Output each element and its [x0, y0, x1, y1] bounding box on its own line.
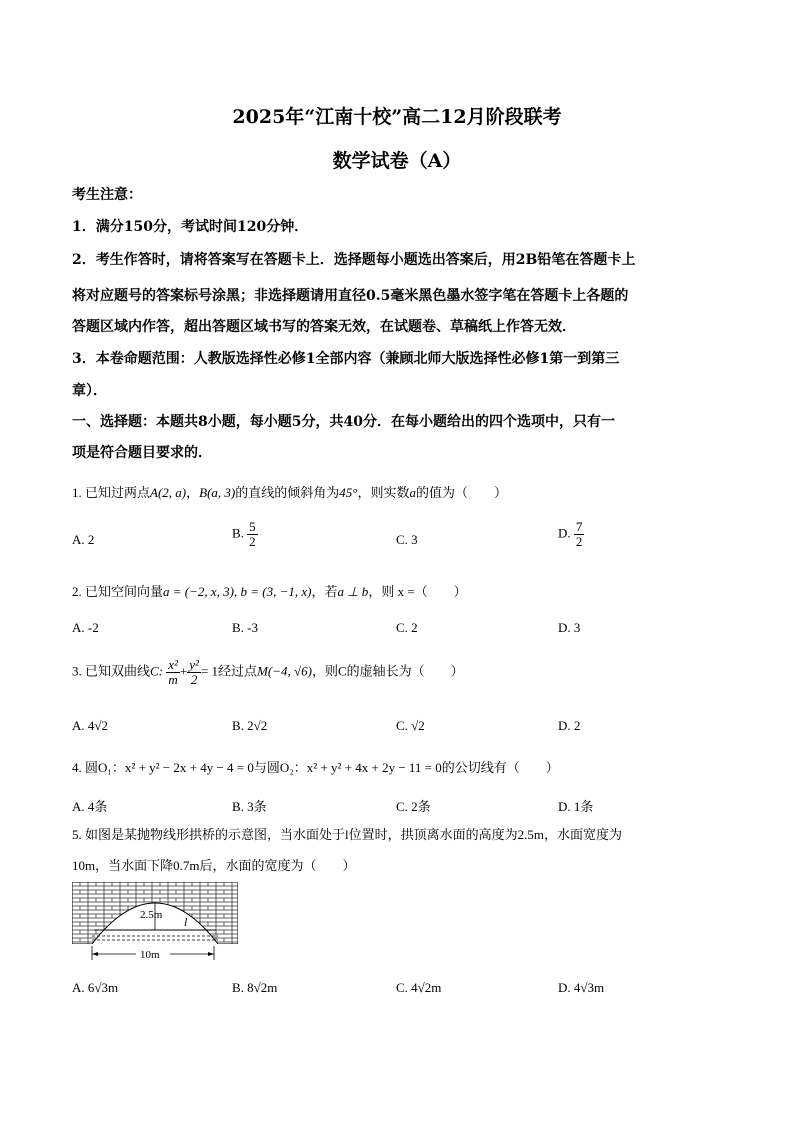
q1-option-b[interactable]: B. $\frac{5}{2}$ — [232, 519, 256, 549]
q4-option-a[interactable]: A. 4条 — [72, 799, 108, 814]
q2-option-c[interactable]: C. 2 — [396, 620, 418, 635]
q1-option-c[interactable]: C. 3 — [396, 532, 418, 547]
notice-item-2b: 将对应题号的答案标号涂黑；非选择题请用直径0.5毫米黑色墨水签字笔在答题卡上各题的 — [72, 288, 629, 304]
question-1: 1. 已知过两点A(2, a)，B(a, 3)的直线的倾斜角为45°，则实数a的值为（ ） — [72, 485, 507, 500]
q2-option-a[interactable]: A. -2 — [72, 620, 99, 635]
question-4: 4. 圆O₁：x² + y² − 2x + 4y − 4 = 0与圆O₂：x² + y² + 4x + 2y − 11 = 0的公切线有（ ） — [72, 760, 559, 775]
q3-option-b[interactable]: B. 2√2 — [232, 718, 268, 733]
exam-subtitle: 数学试卷（A） — [332, 150, 462, 172]
notice-item-2c: 答题区域内作答，超出答题区域书写的答案无效，在试题卷、草稿纸上作答无效． — [72, 319, 576, 335]
q4-option-b[interactable]: B. 3条 — [232, 799, 267, 814]
notice-item-1: 1．满分150分，考试时间120分钟． — [72, 219, 309, 235]
q2-option-d[interactable]: D. 3 — [558, 620, 581, 635]
bridge-figure — [72, 882, 240, 968]
fraction-y: $\frac{\text{y²}}{2}$ — [189, 657, 199, 687]
perpendicular-condition: a ⊥ b — [337, 584, 369, 599]
q4-option-d[interactable]: D. 1条 — [558, 799, 594, 814]
height-label: 2.5m — [140, 909, 163, 921]
q5-option-b[interactable]: B. 8√2m — [232, 980, 278, 995]
q1-option-d[interactable]: D. $\frac{7}{2}$ — [558, 519, 583, 549]
q2-option-b[interactable]: B. -3 — [232, 620, 258, 635]
notice-item-2: 2．考生作答时，请将答案写在答题卡上．选择题每小题选出答案后，用2B铅笔在答题卡上 — [72, 252, 636, 268]
q4-option-c[interactable]: C. 2条 — [396, 799, 431, 814]
q5-option-d[interactable]: D. 4√3m — [558, 980, 605, 995]
section-heading-line1: 一、选择题：本题共8小题，每小题5分，共40分．在每小题给出的四个选项中，只有一 — [72, 414, 615, 430]
width-label: 10m — [140, 949, 160, 961]
q3-option-a[interactable]: A. 4√2 — [72, 718, 109, 733]
angle-value: 45° — [339, 485, 358, 500]
q3-option-c[interactable]: C. √2 — [396, 718, 425, 733]
question-5-line2: 10m，当水面下降0.7m后，水面的宽度为（ ） — [72, 858, 356, 873]
point-m: M(−4, √6) — [257, 663, 312, 679]
question-number: 1. — [72, 485, 82, 500]
q3-option-d[interactable]: D. 2 — [558, 718, 581, 733]
notice-heading: 考生注意： — [72, 187, 142, 203]
vector-expression: a = (−2, x, 3), b = (3, −1, x) — [163, 584, 312, 599]
water-line-label: l — [184, 915, 188, 929]
exam-title: 2025年“江南十校”高二12月阶段联考 — [232, 106, 562, 128]
fraction-x: $\frac{\text{x²}}{m}$ — [168, 657, 178, 687]
notice-item-3b: 章）． — [72, 383, 107, 399]
question-2: 2. 已知空间向量a = (−2, x, 3), b = (3, −1, x)，若a ⊥ b，则 x =（ ） — [72, 584, 467, 599]
question-5: 5. 如图是某抛物线形拱桥的示意图，当水面处于l位置时，拱顶离水面的高度为2.5m，水面宽度为 — [72, 827, 622, 842]
point-a: A(2, a) — [150, 485, 187, 500]
q1-option-a[interactable]: A. 2 — [72, 532, 95, 547]
q5-option-c[interactable]: C. 4√2m — [396, 980, 442, 995]
question-text: 圆O₁：x² + y² − 2x + 4y − 4 = 0与圆O₂：x² + y² + 4x + 2y − 11 = 0的公切线有（ ） — [85, 760, 559, 775]
section-heading-line2: 项是符合题目要求的． — [72, 445, 212, 461]
point-b: B(a, 3) — [199, 485, 236, 500]
q5-option-a[interactable]: A. 6√3m — [72, 980, 119, 995]
fraction: $\frac{7}{2}$ — [575, 519, 583, 549]
question-3: 3. 已知双曲线C: $\frac{\text{x²}}{m}$ + $\frac{\text{y²}}{2}$ = 1经过点M(−4, √6)，则C的虚轴长为（ ） — [72, 657, 464, 687]
bridge-diagram — [72, 882, 240, 964]
fraction: $\frac{5}{2}$ — [249, 519, 256, 549]
notice-item-3: 3．本卷命题范围：人教版选择性必修1全部内容（兼顾北师大版选择性必修1第一到第三 — [72, 351, 620, 367]
